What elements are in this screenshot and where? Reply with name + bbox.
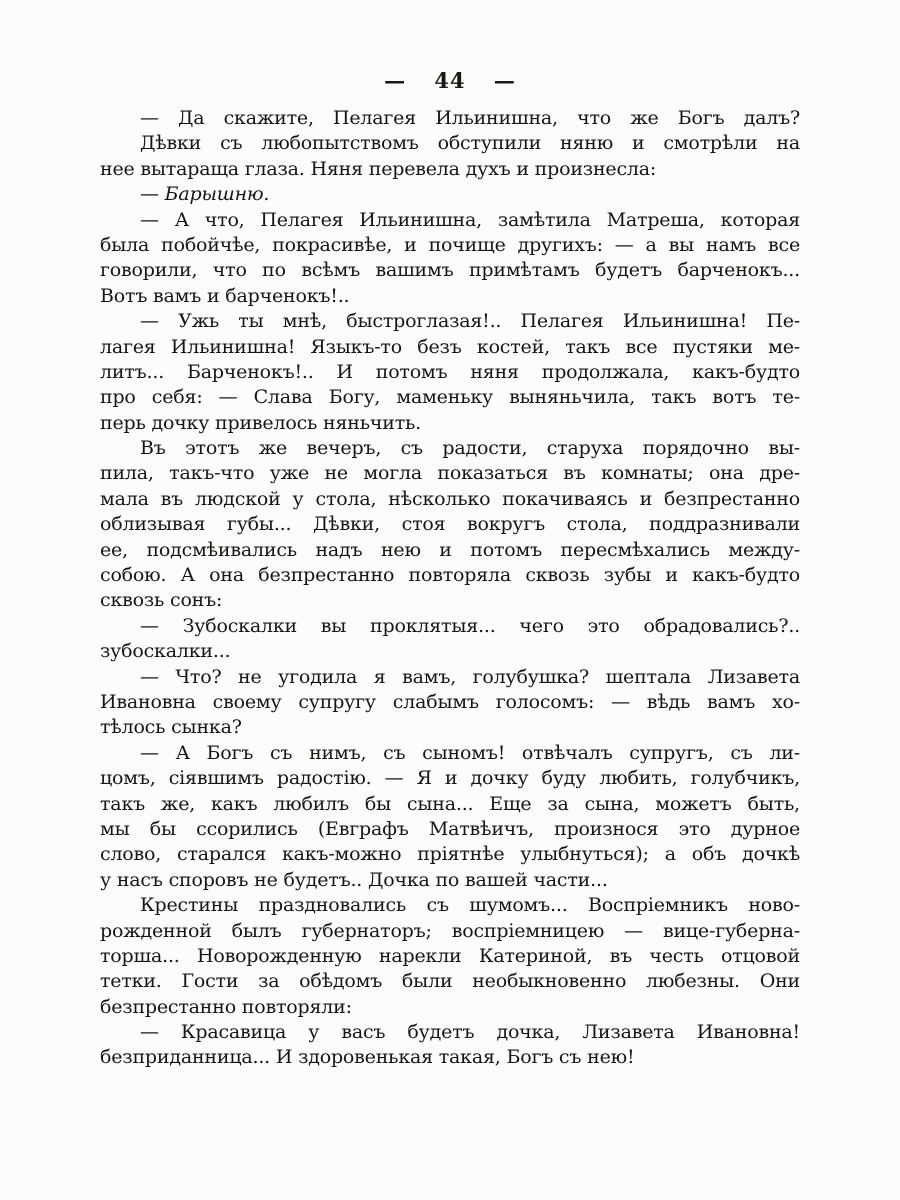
text-line: безприданница... И здоровенькая такая, Богъ съ нею! [100,1046,635,1069]
page-number: — 44 — [384,68,516,93]
text-line: — Да скажите, Пелагея Ильинишна, что же Богъ далъ? [140,107,800,129]
text-line: — Ужь ты мнѣ, быстроглазая!.. Пелагея Ильинишна! Пе- [140,310,800,333]
text-line: цомъ, сіявшимъ радостію. — Я и дочку буду любить, голубчикъ, [100,767,800,790]
text-line: такъ же, какъ любилъ бы сына... Еще за сына, можетъ быть, [100,792,800,815]
text-line: собою. А она безпрестанно повторяла сквозь зубы и какъ-будто [100,564,800,587]
text-line: Ивановна своему супругу слабымъ голосомъ: — вѣдь вамъ хо- [100,690,800,713]
text-line: тетки. Гости за обѣдомъ были необыкновенно любезны. Они [100,970,800,993]
paragraph [100,893,800,1020]
text-line: у насъ споровъ не будетъ.. Дочка по вашей части... [100,868,608,891]
text-line: безпрестанно повторяли: [100,995,352,1018]
paragraph [100,1020,800,1071]
text-line: торша... Новорожденную нарекли Катериной, въ честь отцовой [100,944,800,967]
text-line: — Барышню. [140,183,270,206]
text-line: говорили, что по всѣмъ вашимъ примѣтамъ будетъ барченокъ... [100,259,800,282]
paragraph [100,309,800,436]
text-line: нее вытараща глаза. Няня перевела духъ и произнесла: [100,157,657,180]
text-line: тѣлось сынка? [100,716,242,739]
text-line: Вотъ вамъ и барченокъ!.. [100,284,350,307]
paragraph [100,106,800,131]
text-line: про себя: — Слава Богу, маменьку выняньчила, такъ вотъ те- [100,386,800,409]
text-line: Въ этотъ же вечеръ, съ радости, старуха порядочно вы- [140,437,800,460]
text-line: сквозь сонъ: [100,589,223,612]
text-line: — А Богъ съ нимъ, съ сыномъ! отвѣчалъ супругъ, съ ли- [140,741,800,764]
text-line: мала въ людской у стола, нѣсколько покачиваясь и безпрестанно [100,487,800,510]
text-line: перь дочку привелось няньчить. [100,411,421,434]
text-line: мы бы ссорились (Евграфъ Матвѣичъ, произнося это дурное [100,817,800,840]
text-line: — А что, Пелагея Ильинишна, замѣтила Матреша, которая [140,208,800,231]
paragraph [100,665,800,741]
paragraph [100,182,800,207]
text-line: — Зубоскалки вы проклятыя... чего это обрадовались?.. [140,614,800,637]
text-line: Крестины праздновались съ шумомъ... Воспріемникъ ново- [140,894,800,917]
text-line: — Что? не угодила я вамъ, голубушка? шептала Лизавета [140,665,800,688]
paragraph [100,131,800,182]
paragraph [100,208,800,310]
text-line: зубоскалки... [100,640,231,663]
text-line: рожденной былъ губернаторъ; воспріемницею — вице-губерна- [100,919,800,942]
text-line: — Красавица у васъ будетъ дочка, Лизавета Ивановна! [140,1021,800,1044]
text-line: ее, подсмѣивались надъ нею и потомъ пересмѣхались между- [100,538,800,561]
text-line: была побойчѣе, покрасивѣе, и почище другихъ: — а вы намъ все [100,233,800,256]
text-line: слово, старался какъ-можно пріятнѣе улыбнуться); а объ дочкѣ [100,843,800,866]
text-line: облизывая губы... Дѣвки, стоя вокругъ стола, поддразнивали [100,513,800,536]
text-line: пила, такъ-что уже не могла показаться въ комнаты; она дре- [100,462,800,485]
text-line: лагея Ильинишна! Языкъ-то безъ костей, такъ все пустяки ме- [100,335,800,358]
text-block [100,106,800,1071]
paragraph [100,741,800,893]
text-line: литъ... Барченокъ!.. И потомъ няня продолжала, какъ-будто [100,360,800,383]
paragraph [100,436,800,614]
text-line: Дѣвки съ любопытствомъ обступили няню и смотрѣли на [140,132,800,155]
paragraph [100,614,800,665]
